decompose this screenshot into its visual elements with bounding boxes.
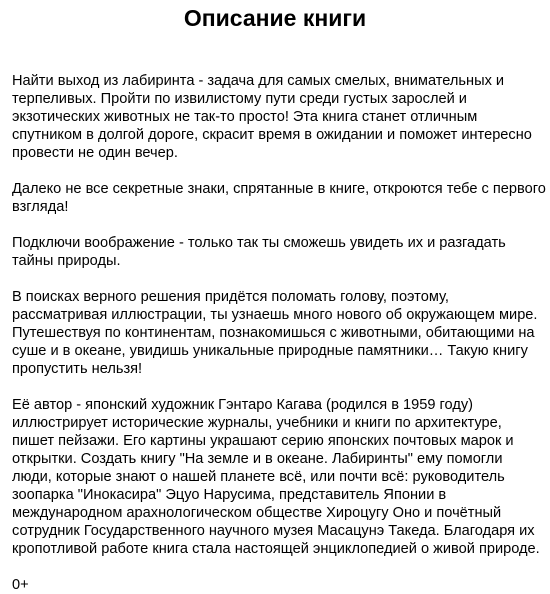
description-paragraph: В поисках верного решения придётся поломать голову, поэтому, рассматривая иллюстрации, ты узнаешь много нового об окружающем мире. Путешествуя по континентам, познакомишься с животными, обитающими на суше и в океане, увидишь уникальные природные памятники… Такую книгу пропустить нельзя! <box>12 289 538 377</box>
age-rating: 0+ <box>12 577 29 593</box>
description-paragraph: Подключи воображение - только так ты сможешь увидеть их и разгадать тайны природы. <box>12 235 506 269</box>
description-paragraph: Далеко не все секретные знаки, спрятанные в книге, откроются тебе с первого взгляда! <box>12 181 546 215</box>
description-body <box>12 72 546 594</box>
description-paragraph: Найти выход из лабиринта - задача для самых смелых, внимательных и терпеливых. Пройти по извилистому пути среди густых зарослей и экзотических животных не так-то просто! Эта книга станет отличным спутником в долгой дороге, скрасит время в ожидании и поможет интересно провести не один вечер. <box>12 73 532 161</box>
page-title: Описание книги <box>183 5 367 31</box>
description-paragraph: Её автор - японский художник Гэнтаро Кагава (родился в 1959 году) иллюстрирует исторические журналы, учебники и книги по архитектуре, пишет пейзажи. Его картины украшают серию японских почтовых марок и открытки. Создать книгу "На земле и в океане. Лабиринты" ему помогли люди, которые знают о нашей планете всё, или почти всё: руководитель зоопарка "Инокасира" Эцуо Нарусима, представитель Японии в международном арахнологическом обществе Хироцугу Оно и почётный сотрудник Государственного научного музея Масацунэ Такеда. Благодаря их кропотливой работе книга стала настоящей энциклопедией о живой природе. <box>12 397 540 557</box>
